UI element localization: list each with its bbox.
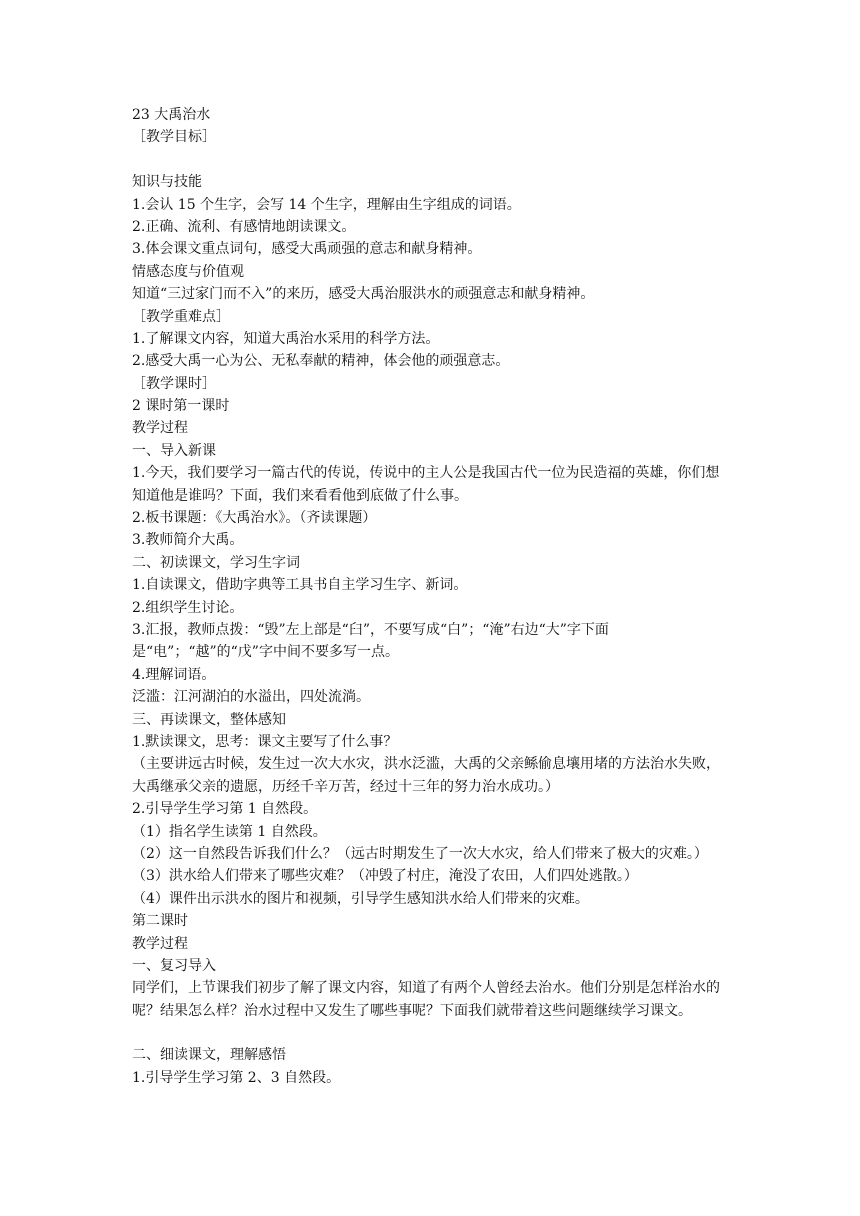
paragraph: （1）指名学生读第 1 自然段。 [132,823,327,840]
step-heading: 三、再读课文，整体感知 [132,711,286,728]
blank-line [132,149,732,171]
paragraph: 2.板书课题：《大禹治水》。（齐读课题） [132,510,377,527]
key-point-item: 2.感受大禹一心为公、无私奉献的精神，体会他的顽强意志。 [132,353,510,370]
paragraph: 4.理解词语。 [132,666,216,683]
paragraph: 1.今天，我们要学习一篇古代的传说，传说中的主人公是我国古代一位为民造福的英雄，你们想知道他是谁吗？下面，我们来看看他到底做了什么事。 [132,465,720,504]
document-title: 23 大禹治水 [132,107,211,123]
paragraph: 泛滥：江河湖泊的水溢出，四处流淌。 [132,689,370,706]
objective-item: 3.体会课文重点词句，感受大禹顽强的意志和献身精神。 [132,241,482,258]
document-body [132,104,732,1089]
step-heading: 一、导入新课 [132,442,216,459]
subheading-process: 教学过程 [132,420,188,437]
paragraph: 3.教师简介大禹。 [132,532,244,549]
period-label: 第二课时 [132,913,188,930]
subheading-process: 教学过程 [132,935,188,952]
paragraph: （主要讲远古时候，发生过一次大水灾，洪水泛滥，大禹的父亲鲧偷息壤用堵的方法治水失败，大禹继承父亲的遗愿，历经千辛万苦，经过十三年的努力治水成功。） [132,756,720,795]
paragraph: 2.组织学生讨论。 [132,599,244,616]
section-heading-key-points: ［教学重难点］ [132,308,230,325]
paragraph: 同学们，上节课我们初步了解了课文内容，知道了有两个人曾经去治水。他们分别是怎样治水的呢？结果怎么样？治水过程中又发生了哪些事呢？下面我们就带着这些问题继续学习课文。 [132,980,720,1019]
paragraph: 1.引导学生学习第 2、3 自然段。 [132,1069,341,1086]
step-heading: 一、复习导入 [132,957,216,974]
objective-item: 1.会认 15 个生字，会写 14 个生字，理解由生字组成的词语。 [132,196,521,213]
section-heading-periods: ［教学课时］ [132,375,216,392]
paragraph: 知道“三过家门而不入”的来历，感受大禹治服洪水的顽强意志和献身精神。 [132,286,595,303]
paragraph: 2.引导学生学习第 1 自然段。 [132,801,318,818]
paragraph: （2）这一自然段告诉我们什么？（远古时期发生了一次大水灾，给人们带来了极大的灾难。） [132,845,708,862]
objective-item: 2.正确、流利、有感情地朗读课文。 [132,218,356,235]
paragraph: 1.自读课文，借助字典等工具书自主学习生字、新词。 [132,577,468,594]
section-heading-objectives: ［教学目标］ [132,129,216,146]
step-heading: 二、细读课文，理解感悟 [132,1047,286,1064]
paragraph: 1.默读课文，思考：课文主要写了什么事？ [132,733,398,750]
paragraph: 3.汇报，教师点拨：“毁”左上部是“臼”，不要写成“白”；“淹”右边“大”字下面是“电”；“越”的“戊”字中间不要多写一点。 [132,622,609,661]
paragraph: （4）课件出示洪水的图片和视频，引导学生感知洪水给人们带来的灾难。 [132,890,589,907]
step-heading: 二、初读课文，学习生字词 [132,554,300,571]
paragraph: （3）洪水给人们带来了哪些灾难？（冲毁了村庄，淹没了农田，人们四处逃散。） [132,868,638,885]
subheading-attitude: 情感态度与价值观 [132,263,244,280]
period-label: 2 课时第一课时 [132,398,230,415]
key-point-item: 1.了解课文内容，知道大禹治水采用的科学方法。 [132,330,440,347]
subheading-knowledge: 知识与技能 [132,174,202,191]
